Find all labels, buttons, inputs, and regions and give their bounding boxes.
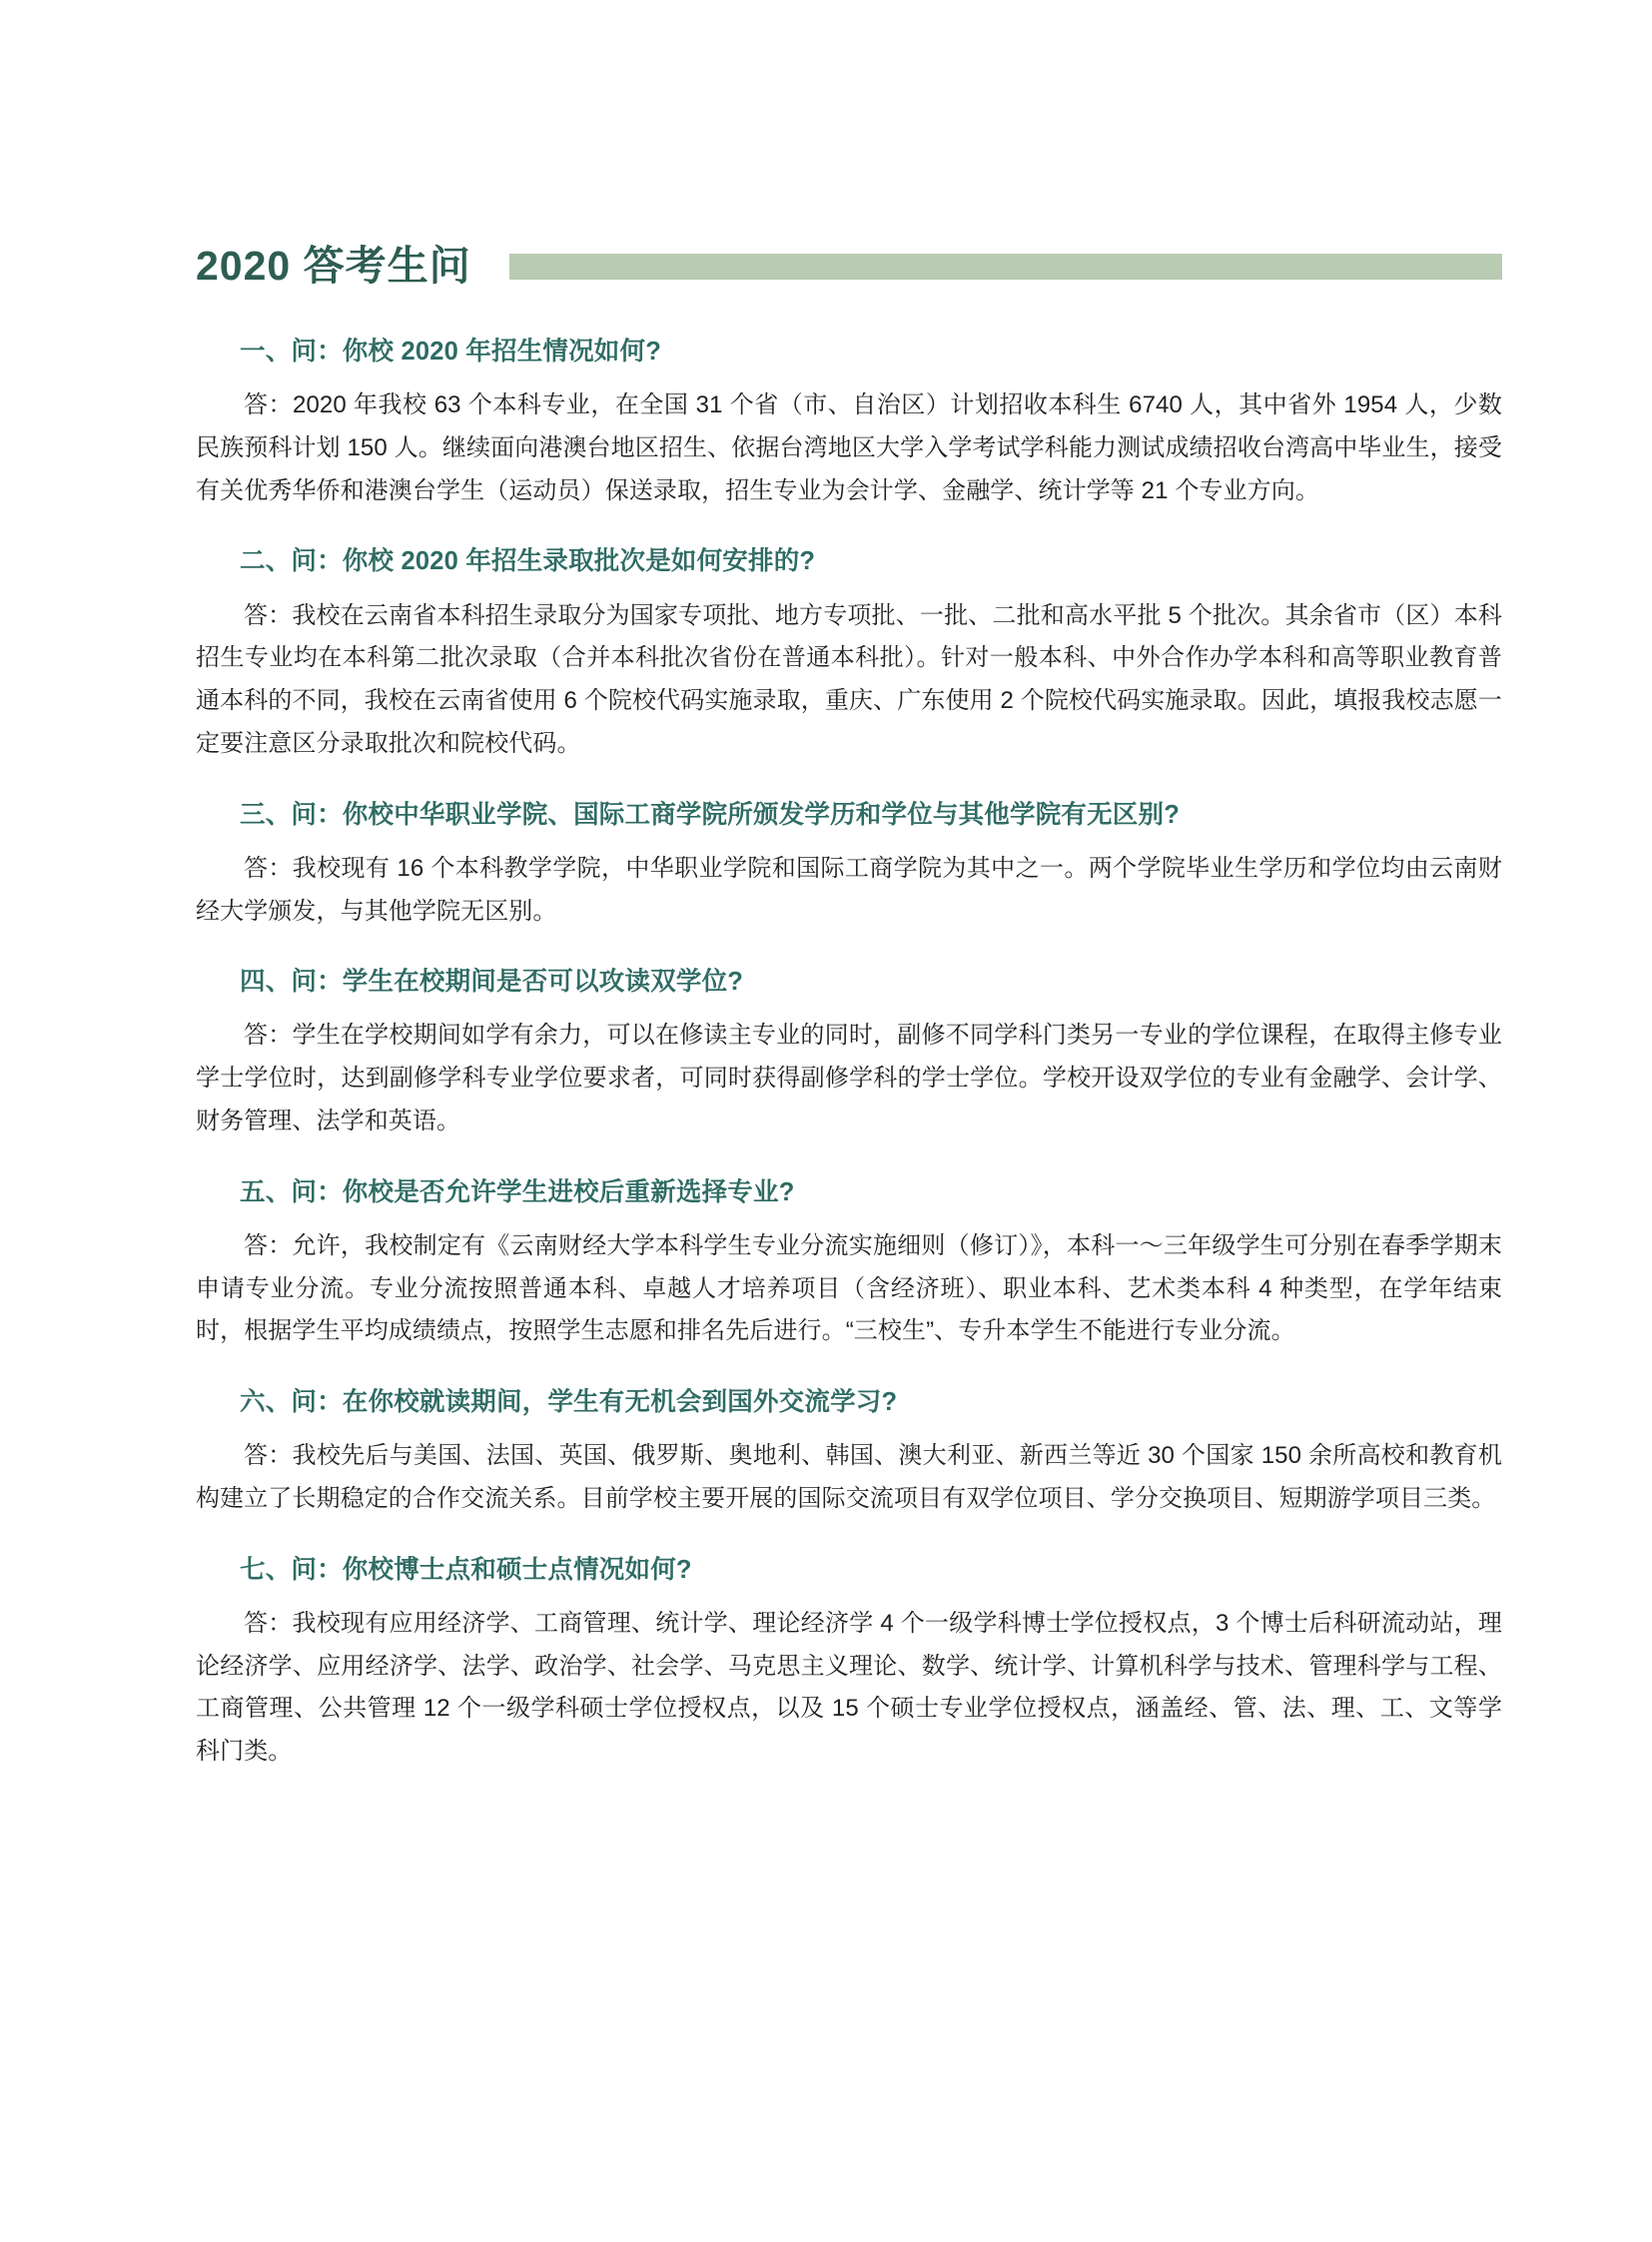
qa-block (196, 542, 1502, 765)
page-header (196, 243, 1502, 289)
qa-block (196, 333, 1502, 512)
question-text: 三、问：你校中华职业学院、国际工商学院所颁发学历和学位与其他学院有无区别? (240, 800, 1180, 829)
answer-text: 答：2020 年我校 63 个本科专业，在全国 31 个省（市、自治区）计划招收本科生 6740 人，其中省外 1954 人，少数民族预科计划 150 人。继续面向港澳台地区招生、依据台湾地区大学入学考试学科能力测试成绩招收台湾高中毕业生，接受有关优秀华侨和港澳台学生（运动员）保送录取，招生专业为会计学、金融学、统计学等 21 个专业方向。 (196, 391, 1502, 504)
question-text: 二、问：你校 2020 年招生录取批次是如何安排的? (240, 547, 816, 576)
answer-text: 答：我校现有 16 个本科教学学院，中华职业学院和国际工商学院为其中之一。两个学院毕业生学历和学位均由云南财经大学颁发，与其他学院无区别。 (196, 854, 1502, 925)
question-text: 五、问：你校是否允许学生进校后重新选择专业? (240, 1177, 795, 1206)
question-text: 四、问：学生在校期间是否可以攻读双学位? (240, 968, 744, 997)
qa-block (196, 796, 1502, 934)
answer-text: 答：我校现有应用经济学、工商管理、统计学、理论经济学 4 个一级学科博士学位授权点，3 个博士后科研流动站，理论经济学、应用经济学、法学、政治学、社会学、马克思主义理论、数学、统计学、计算机科学与技术、管理科学与工程、工商管理、公共管理 12 个一级学科硕士学位授权点，以及 15 个硕士专业学位授权点，涵盖经、管、法、理、工、文等学科门类。 (196, 1609, 1502, 1766)
qa-block (196, 963, 1502, 1142)
answer-text: 答：我校在云南省本科招生录取分为国家专项批、地方专项批、一批、二批和高水平批 5 个批次。其余省市（区）本科招生专业均在本科第二批次录取（合并本科批次省份在普通本科批）。针对一般本科、中外合作办学本科和高等职业教育普通本科的不同，我校在云南省使用 6 个院校代码实施录取，重庆、广东使用 2 个院校代码实施录取。因此，填报我校志愿一定要注意区分录取批次和院校代码。 (196, 601, 1502, 757)
answer-text: 答：允许，我校制定有《云南财经大学本科学生专业分流实施细则（修订）》，本科一～三年级学生可分别在春季学期末申请专业分流。专业分流按照普通本科、卓越人才培养项目（含经济班）、职业本科、艺术类本科 4 种类型，在学年结束时，根据学生平均成绩绩点，按照学生志愿和排名先后进行。“三校生”、专升本学生不能进行专业分流。 (196, 1231, 1502, 1345)
qa-block (196, 1551, 1502, 1774)
qa-block (196, 1173, 1502, 1353)
question-text: 一、问：你校 2020 年招生情况如何? (240, 338, 661, 366)
page-title: 2020 答考生问 (196, 243, 471, 289)
question-text: 六、问：在你校就读期间，学生有无机会到国外交流学习? (240, 1388, 898, 1417)
question-text: 七、问：你校博士点和硕士点情况如何? (240, 1555, 692, 1584)
answer-text: 答：学生在学校期间如学有余力，可以在修读主专业的同时，副修不同学科门类另一专业的学位课程，在取得主修专业学士学位时，达到副修学科专业学位要求者，可同时获得副修学科的学士学位。学校开设双学位的专业有金融学、会计学、财务管理、法学和英语。 (196, 1022, 1502, 1134)
answer-text: 答：我校先后与美国、法国、英国、俄罗斯、奥地利、韩国、澳大利亚、新西兰等近 30 个国家 150 余所高校和教育机构建立了长期稳定的合作交流关系。目前学校主要开展的国际交流项目有双学位项目、学分交换项目、短期游学项目三类。 (196, 1442, 1502, 1512)
title-decorative-bar (509, 254, 1502, 280)
qa-block (196, 1383, 1502, 1521)
